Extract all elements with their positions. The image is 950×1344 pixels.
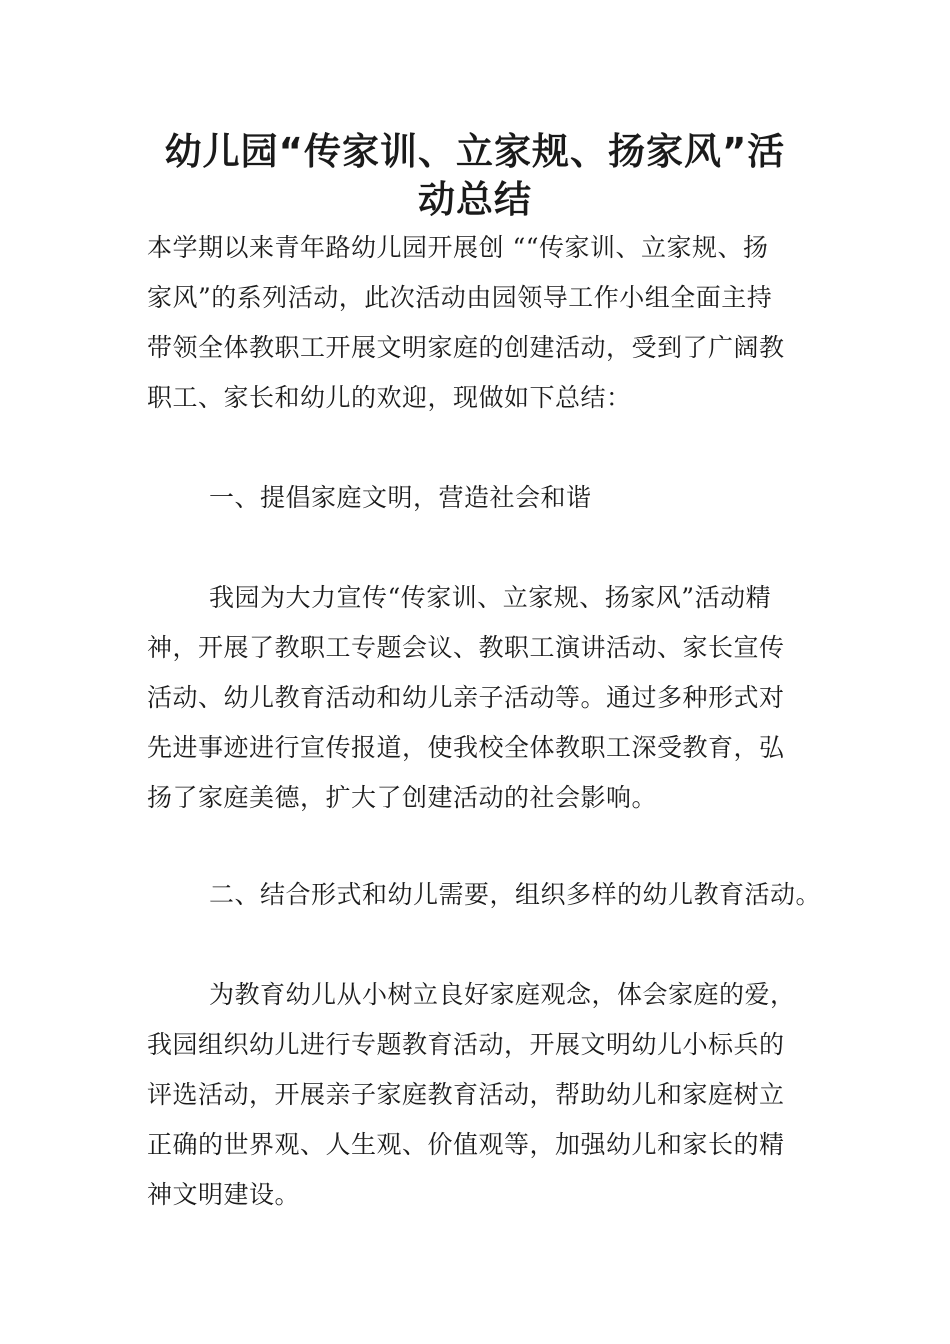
title-line: 幼儿园“传家训、立家规、扬家风”活 <box>164 130 786 173</box>
paragraph-2-line: 为教育幼儿从小树立良好家庭观念，体会家庭的爱， <box>209 980 796 1009</box>
paragraph-1-line: 活动、幼儿教育活动和幼儿亲子活动等。通过多种形式对 <box>147 683 785 712</box>
intro-line: 家风”的系列活动，此次活动由园领导工作小组全面主持 <box>147 283 773 312</box>
paragraph-1-line: 扬了家庭美德，扩大了创建活动的社会影响。 <box>147 783 658 812</box>
document-title <box>140 128 810 224</box>
paragraph-2-line: 神文明建设。 <box>147 1180 301 1209</box>
paragraph-1-line: 先进事迹进行宣传报道，使我校全体教职工深受教育，弘 <box>147 733 785 762</box>
paragraph-2-line: 正确的世界观、人生观、价值观等，加强幼儿和家长的精 <box>147 1130 785 1159</box>
intro-line: 职工、家长和幼儿的欢迎，现做如下总结： <box>147 383 632 412</box>
section-heading-1: 一、提倡家庭文明，营造社会和谐 <box>209 483 592 512</box>
paragraph-1-line: 神，开展了教职工专题会议、教职工演讲活动、家长宣传 <box>147 633 785 662</box>
paragraph-1-line: 我园为大力宣传“传家训、立家规、扬家风”活动精 <box>209 583 772 612</box>
intro-line: 本学期以来青年路幼儿园开展创 ““传家训、立家规、扬 <box>147 233 769 262</box>
paragraph-2-line: 评选活动，开展亲子家庭教育活动，帮助幼儿和家庭树立 <box>147 1080 785 1109</box>
intro-line: 带领全体教职工开展文明家庭的创建活动，受到了广阔教 <box>147 333 785 362</box>
title-line: 动总结 <box>418 178 532 221</box>
paragraph-2-line: 我园组织幼儿进行专题教育活动，开展文明幼儿小标兵的 <box>147 1030 785 1059</box>
section-heading-2: 二、结合形式和幼儿需要，组织多样的幼儿教育活动。 <box>209 880 822 909</box>
